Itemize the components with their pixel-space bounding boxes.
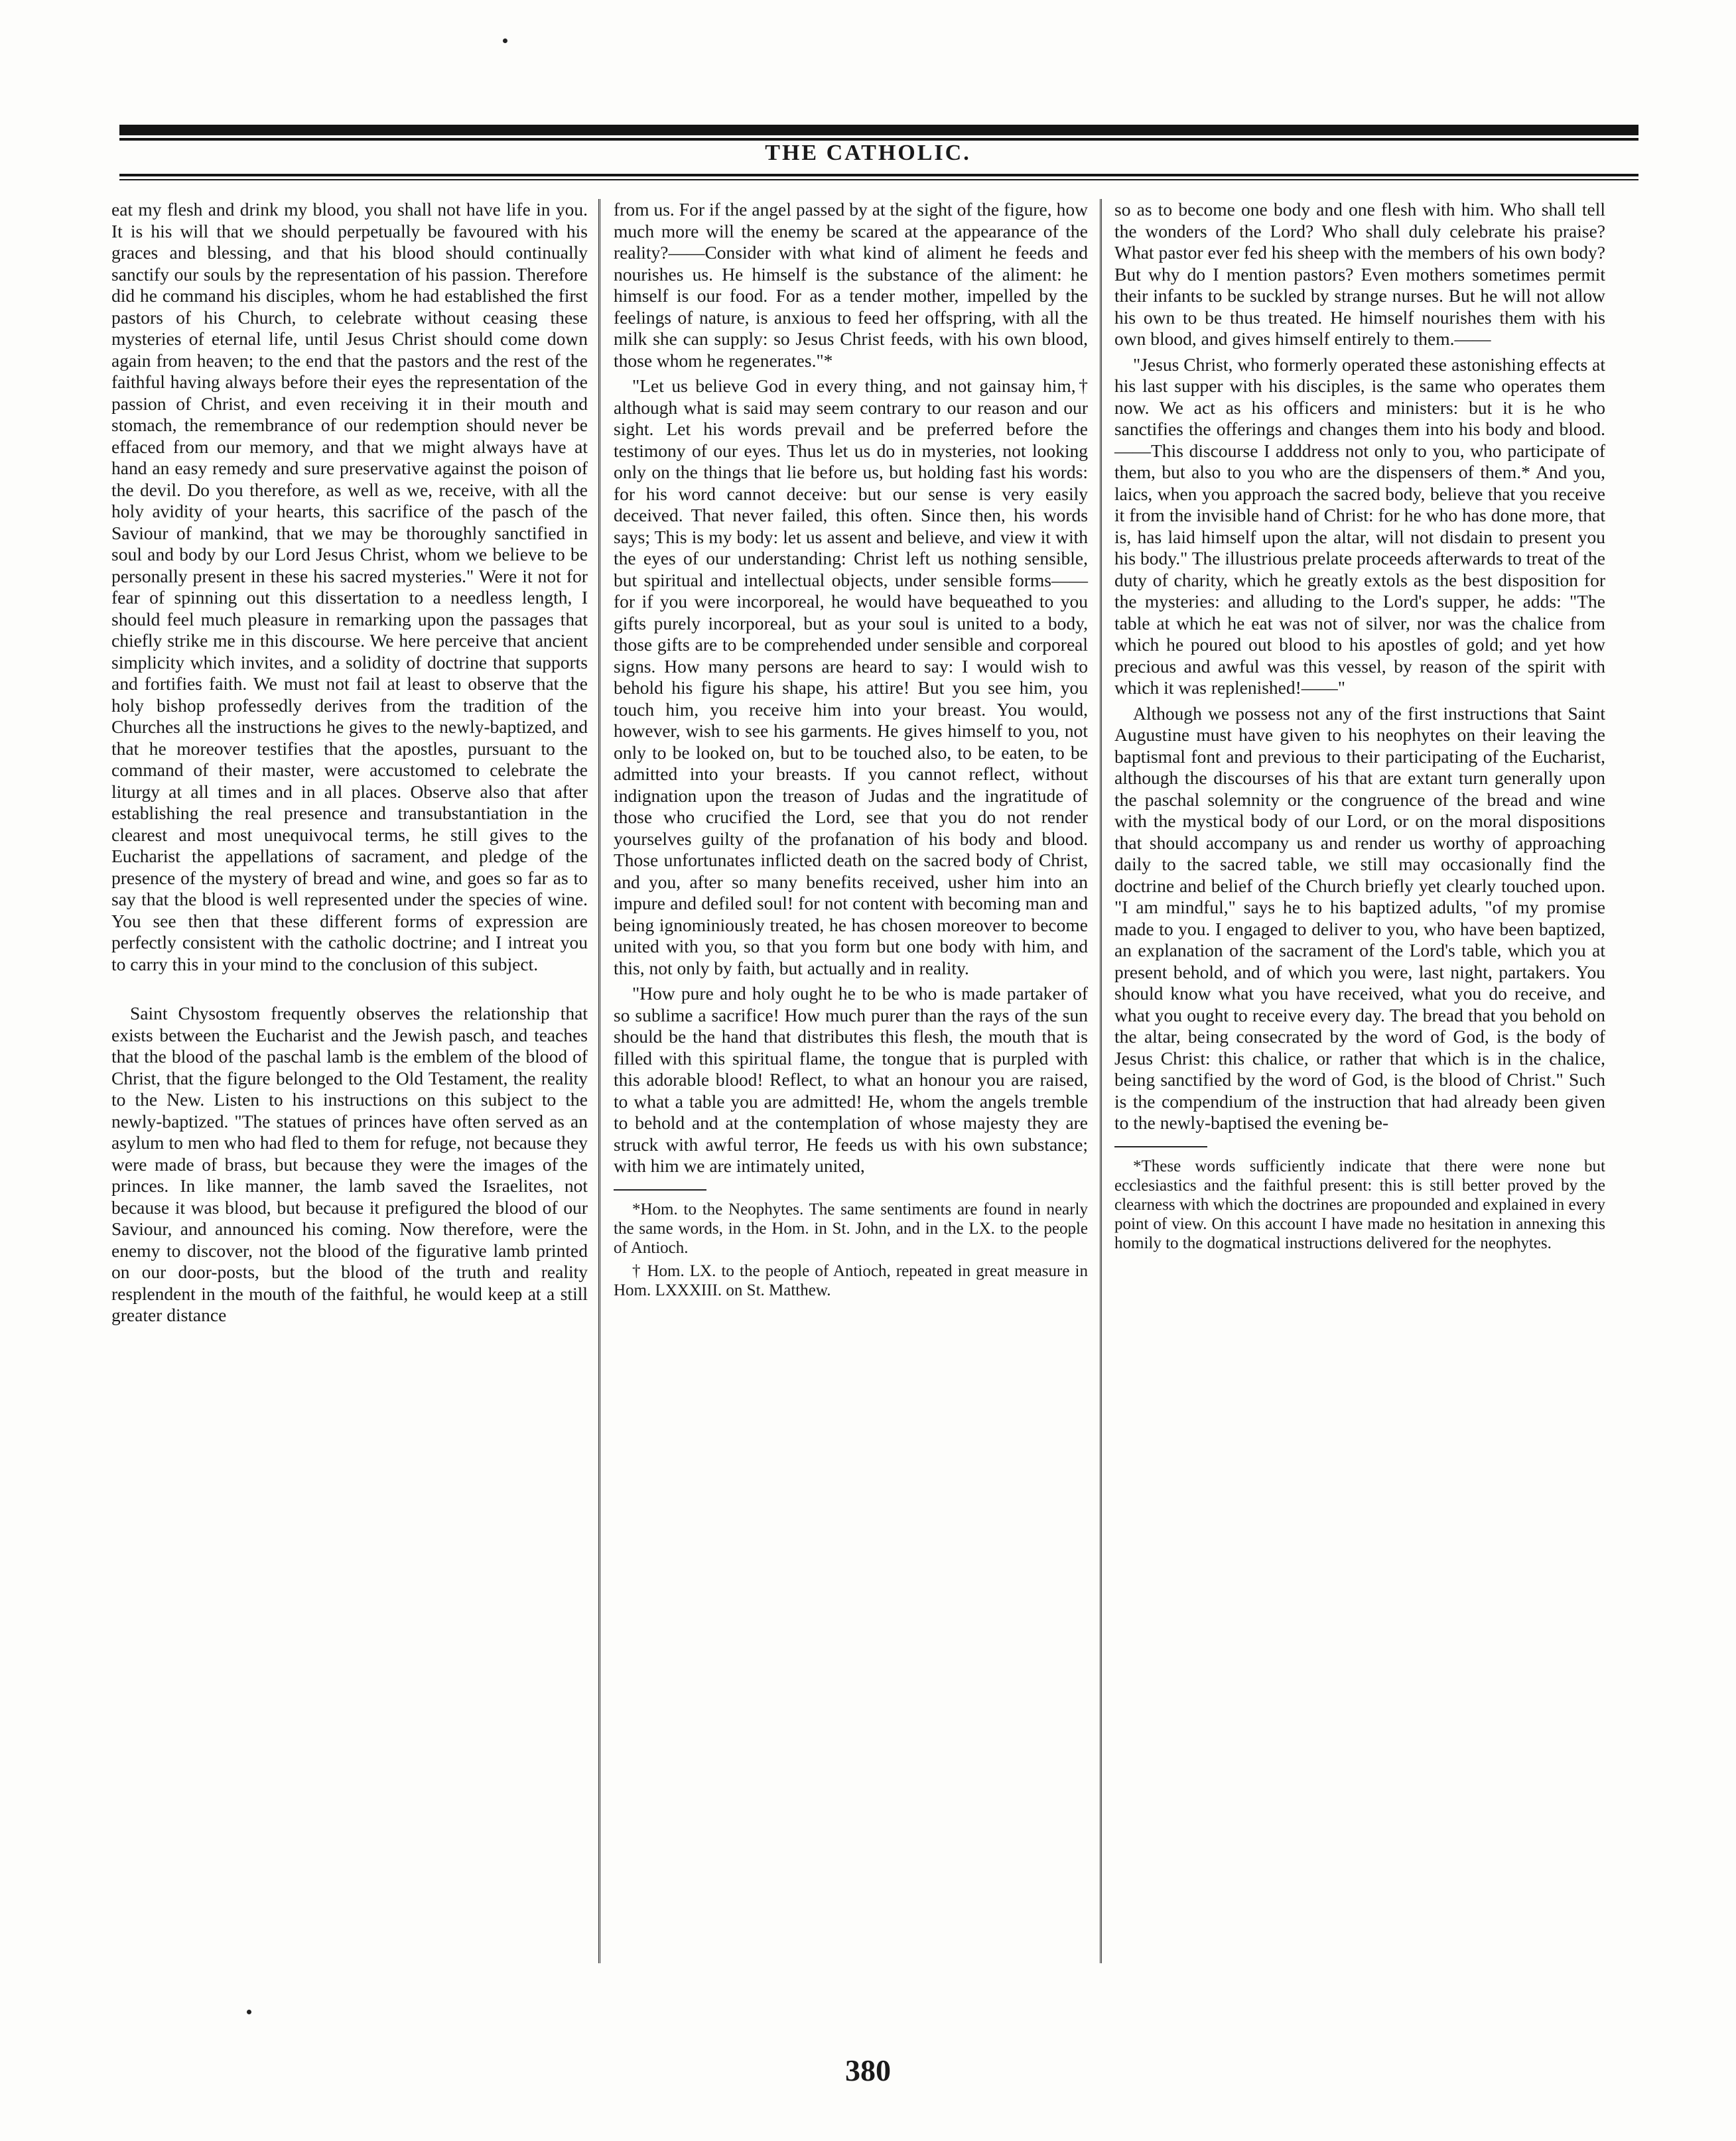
column2-footnote-2: † Hom. LX. to the people of Antioch, repeated in great measure in Hom. LXXXIII. on St. Matthew. (614, 1262, 1088, 1299)
column2-paragraph-1: from us. For if the angel passed by at the sight of the figure, how much more will the enemy be scared at the appearance of the reality?——Consider with what kind of aliment he feeds and nourishes us. He himself is the substance of the aliment: he himself is our food. For as a tender mother, impelled by the feelings of nature, is anxious to feed her offspring, with all the milk she can supply: so Jesus Christ feeds, with his own blood, those whom he regenerates."* (614, 199, 1088, 371)
column3-paragraph-1: so as to become one body and one flesh with him. Who shall tell the wonders of the Lord? Who shall duly celebrate his praise? What pastor ever fed his sheep with the members of his own body? But why do I mention pastors? Even mothers sometimes permit their infants to be suckled by strange nurses. But he will not allow his own to be thus treated. He himself nourishes them with his own blood, and gives himself entirely to them.—— (1114, 199, 1605, 349)
header-bottom-thin-rule (119, 179, 1638, 180)
header-top-rule (119, 125, 1638, 135)
text-column-1 (111, 199, 588, 1950)
footnote-divider (1114, 1146, 1207, 1147)
speck-mark (503, 38, 507, 43)
column2-paragraph-2: "Let us believe God in every thing, and not gainsay him,† although what is said may seem contrary to our reason and our sight. Let his words prevail and be preferred before the testimony of our eyes. Thus let us do in mysteries, not looking only on the things that lie before us, but holding fast his words: for his word cannot deceive: but our sense is very easily deceived. That never failed, this often. Since then, his words says; This is my body: let us assent and believe, and view it with the eyes of our understanding: Christ left us nothing sensible, but spiritual and intellectual objects, under sensible forms——for if you were incorporeal, he would have bequeathed to you gifts purely incorporeal, but as your soul is united to a body, those gifts are to be comprehended under sensible and corporeal signs. How many persons are heard to say: I would wish to behold his figure his shape, his attire! But you see him, you touch him, you receive him into your breast. You would, however, wish to see his garments. He gives himself to you, not only to be looked on, but to be touched also, to be eaten, to be admitted into your breasts. If you cannot reflect, without indignation upon the treason of Judas and the ingratitude of those who crucified the Lord, see that you do not render yourselves guilty of the profanation of his body and blood. Those unfortunates inflicted death on the sacred body of Christ, and you, after so many benefits received, usher him into an impure and defiled soul! for not content with becoming man and being ignominiously treated, he has chosen moreover to become united with you, so that you form but one body with him, and this, not only by faith, but actually and in reality. (614, 375, 1088, 978)
column-separator-2 (1100, 199, 1102, 1963)
speck-mark (247, 2010, 251, 2014)
header-bottom-rule (119, 174, 1638, 176)
column1-paragraph-2: Saint Chysostom frequently observes the relationship that exists between the Eucharist and the Jewish pasch, and teaches that the blood of the paschal lamb is the emblem of the blood of Christ, that the figure belonged to the Old Testament, the reality to the New. Listen to his instructions on this subject to the newly-baptized. "The statues of princes have often served as an asylum to men who had fled to them for refuge, not because they were made of brass, but because they were the images of the princes. In like manner, the lamb saved the Israelites, not because it was blood, but because it prefigured the blood of our Saviour, and announced his coming. Now therefore, were the enemy to discover, not the blood of the figurative lamb printed on our door-posts, but the blood of the truth and reality resplendent in the mouth of the faithful, he would keep at a still greater distance (111, 1003, 588, 1325)
column3-footnote-1: *These words sufficiently indicate that there were none but ecclesiastics and the faithful present: this is still better proved by the clearness with which the doctrines are propounded and explained in every point of view. On this account I have made no hesitation in annexing this homily to the dogmatical instructions delivered for the neophytes. (1114, 1157, 1606, 1252)
column2-footnote-1: *Hom. to the Neophytes. The same sentiments are found in nearly the same words, in the Hom. in St. John, and in the LX. to the people of Antioch. (614, 1200, 1088, 1257)
column1-paragraph-1: eat my flesh and drink my blood, you shall not have life in you. It is his will that we should perpetually be favoured with his graces and blessing, and that his blood should continually sanctify our souls by the representation of his passion. Therefore did he command his disciples, whom he had established the first pastors of his Church, to celebrate without ceasing these mysteries of eternal life, until Jesus Christ should come down again from heaven; to the end that the pastors and the rest of the faithful having always before their eyes the representation of the passion of Christ, and even receiving it in their mouth and stomach, the remembrance of our redemption should never be effaced from our memory, and that we might always have at hand an easy remedy and sure preservative against the poison of the devil. Do you therefore, as well as we, receive, with all the holy avidity of your hearts, this sacrifice of the pasch of the Saviour of mankind, that we may be thoroughly sanctified in soul and body by our Lord Jesus Christ, whom we believe to be personally present in these his sacred mysteries." Were it not for fear of spinning out this dissertation to a needless length, I should feel much pleasure in remarking upon the passages that chiefly strike me in this discourse. We here perceive that ancient simplicity which invites, and a solidity of doctrine that supports and fortifies faith. We must not fail at least to observe that the holy bishop professedly derives from the tradition of the Churches all the instructions he gives to the newly-baptized, and that he moreover testifies that the apostles, pursuant to the command of their master, were accustomed to celebrate the liturgy at all times and in all places. Observe also that after establishing the real presence and transubstantiation in the clearest and most unequivocal terms, he still gives to the Eucharist the appellations of sacrament, and pledge of the presence of the mystery of bread and wine, and goes so far as to say that the blood is well represented under the species of wine. You see then that these different forms of expression are perfectly consistent with the catholic doctrine; and I intreat you to carry this in your mind to the conclusion of this subject. (111, 199, 588, 974)
column3-paragraph-3: Although we possess not any of the first instructions that Saint Augustine must have given to his neophytes on their leaving the baptismal font and previous to their participating of the Eucharist, although the discourses of his that are extant turn generally upon the paschal solemnity or the congruence of the bread and wine with the mystical body of our Lord, or on the moral dispositions that should accompany us and render us worthy of approaching daily to the sacred table, we still may occasionally find the doctrine and belief of the Church briefly yet clearly touched upon. "I am mindful," says he to his baptized adults, "of my promise made to you. I engaged to deliver to you, who have been baptized, an explanation of the sacrament of the Lord's table, which you at present behold, and of which you were, last night, partakers. You should know what you have received, what you do receive, and what you ought to receive every day. The bread that you behold on the altar, being consecrated by the word of God, is the body of Jesus Christ: this chalice, or rather that which is in the chalice, being sanctified by the word of God, is the blood of Christ." Such is the compendium of the instruction that had already been given to the newly-baptised the evening be- (1114, 702, 1605, 1133)
text-column-3 (1114, 199, 1605, 1950)
page-header-title: THE CATHOLIC. (765, 141, 971, 165)
page-number: 380 (845, 2053, 891, 2087)
column2-paragraph-3: "How pure and holy ought he to be who is made partaker of so sublime a sacrifice! How much purer than the rays of the sun should be the hand that distributes this flesh, the mouth that is filled with this spiritual flame, the tongue that is purpled with this adorable blood! Reflect, to what an honour you are raised, to what a table you are admitted! He, whom the angels tremble to behold and at the contemplation of whose majesty they are struck with awful terror, He feeds us with his own substance; with him we are intimately united, (614, 983, 1088, 1176)
column3-paragraph-2: "Jesus Christ, who formerly operated these astonishing effects at his last supper with his disciples, is the same who operates them now. We act as his officers and ministers: but it is he who sanctifies the offerings and changes them into his body and blood.——This discourse I adddress not only to you, who participate of them, but also to you who are the dispensers of them.* And you, laics, when you approach the sacred body, believe that you receive it from the invisible hand of Christ: for he who has done more, that is, has laid himself upon the altar, will not disdain to present you his body." The illustrious prelate proceeds afterwards to treat of the duty of charity, which he greatly extols as the best disposition for the mysteries: and alluding to the Lord's supper, he adds: "The table at which he eat was not of silver, nor was the chalice from which he poured out blood to his apostles of gold; and yet how precious and awful was this vessel, by reason of the spirit with which it was replenished!——" (1114, 354, 1605, 698)
column-separator-1 (598, 199, 600, 1963)
footnote-divider (614, 1189, 706, 1191)
paragraph-gap (111, 979, 588, 1003)
text-column-2 (614, 199, 1088, 1950)
